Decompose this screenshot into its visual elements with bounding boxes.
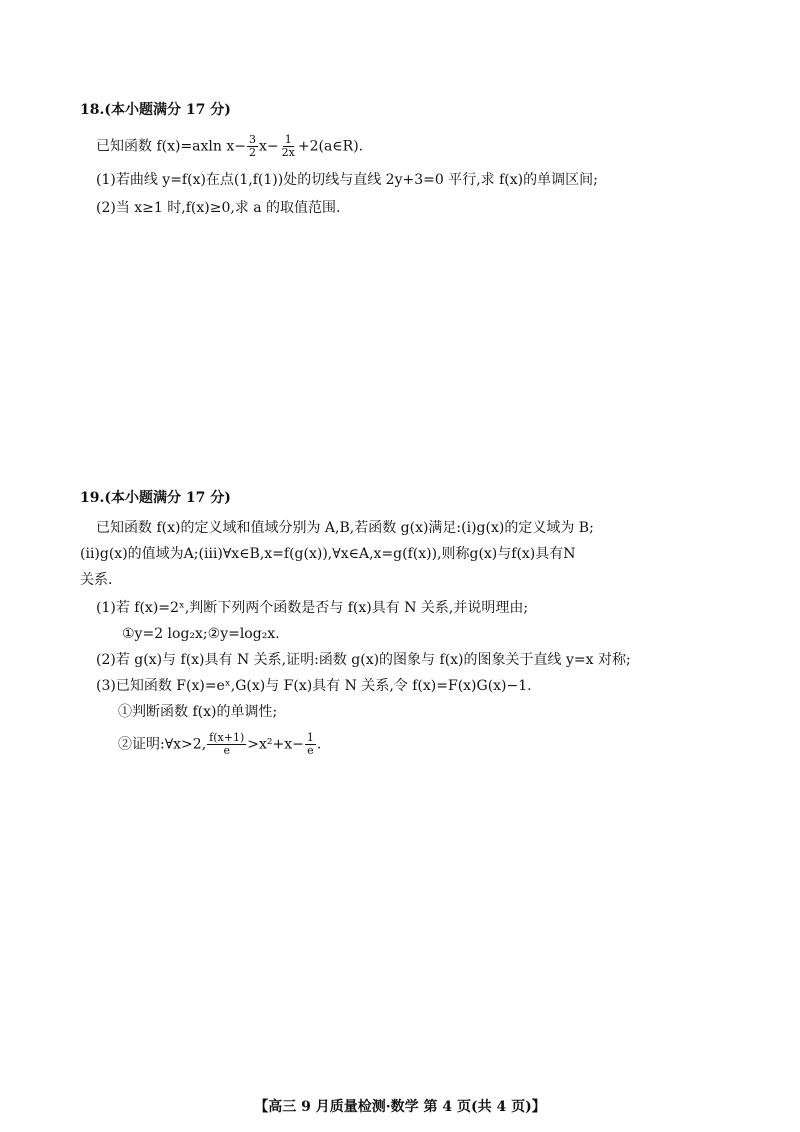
question-19-part-2: (2)若 g(x)与 f(x)具有 N 关系,证明:函数 g(x)的图象与 f(x)的图象关于直线 y=x 对称; <box>96 652 631 668</box>
q19-frac2-denominator: e <box>307 744 314 757</box>
question-19-part-3-sub-1: ①判断函数 f(x)的单调性; <box>118 704 278 720</box>
q19-fraction-1-over-e <box>305 732 316 757</box>
q19-frac1-numerator: f(x+1) <box>209 731 245 744</box>
q18-stem-mid: x− <box>259 138 279 155</box>
question-19-part-1: (1)若 f(x)=2ˣ,判断下列两个函数是否与 f(x)具有 N 关系,并说明理由; <box>96 600 529 616</box>
question-19-part-3: (3)已知函数 F(x)=eˣ,G(x)与 F(x)具有 N 关系,令 f(x)=F(x)G(x)−1. <box>96 678 532 694</box>
q18-fraction-1-over-2x <box>280 134 297 159</box>
q19-frac2-numerator: 1 <box>306 731 314 744</box>
q18-frac2-numerator: 1 <box>284 133 292 146</box>
q18-stem-suffix: +2(a∈R). <box>297 138 364 155</box>
q18-frac2-denominator: 2x <box>281 146 295 159</box>
question-18-stem <box>96 134 363 159</box>
q19-sub2-suffix: . <box>316 736 322 753</box>
question-19-stem-line-3: 关系. <box>80 572 113 588</box>
q18-frac1-numerator: 3 <box>249 133 256 146</box>
q18-fraction-3-over-2 <box>247 134 258 159</box>
q19-sub2-prefix: ②证明:∀x>2, <box>118 736 207 753</box>
question-19-part-3-sub-2 <box>118 732 321 757</box>
question-19-stem-line-1: 已知函数 f(x)的定义域和值域分别为 A,B,若函数 g(x)满足:(ⅰ)g(x)的定义域为 B; <box>96 520 594 536</box>
q18-frac1-denominator: 2 <box>249 146 256 159</box>
q19-frac1-denominator: e <box>223 744 230 757</box>
q18-stem-prefix: 已知函数 f(x)=axln x− <box>96 138 246 155</box>
page-footer: 【高三 9 月质量检测·数学 第 4 页(共 4 页)】 <box>254 1099 546 1115</box>
question-18-part-1: (1)若曲线 y=f(x)在点(1,f(1))处的切线与直线 2y+3=0 平行,求 f(x)的单调区间; <box>96 172 598 188</box>
q19-fraction-f-over-e <box>207 732 246 757</box>
q19-sub2-mid: >x²+x− <box>247 736 304 753</box>
question-18-title: 18.(本小题满分 17 分) <box>80 102 231 118</box>
question-19-part-1-options: ①y=2 log₂x;②y=log₂x. <box>122 626 280 642</box>
question-18-part-2: (2)当 x≥1 时,f(x)≥0,求 a 的取值范围. <box>96 200 341 216</box>
question-19-stem-line-2: (ⅱ)g(x)的值域为A;(ⅲ)∀x∈B,x=f(g(x)),∀x∈A,x=g(f(x)),则称g(x)与f(x)具有N <box>80 546 576 562</box>
question-19-title: 19.(本小题满分 17 分) <box>80 490 231 506</box>
